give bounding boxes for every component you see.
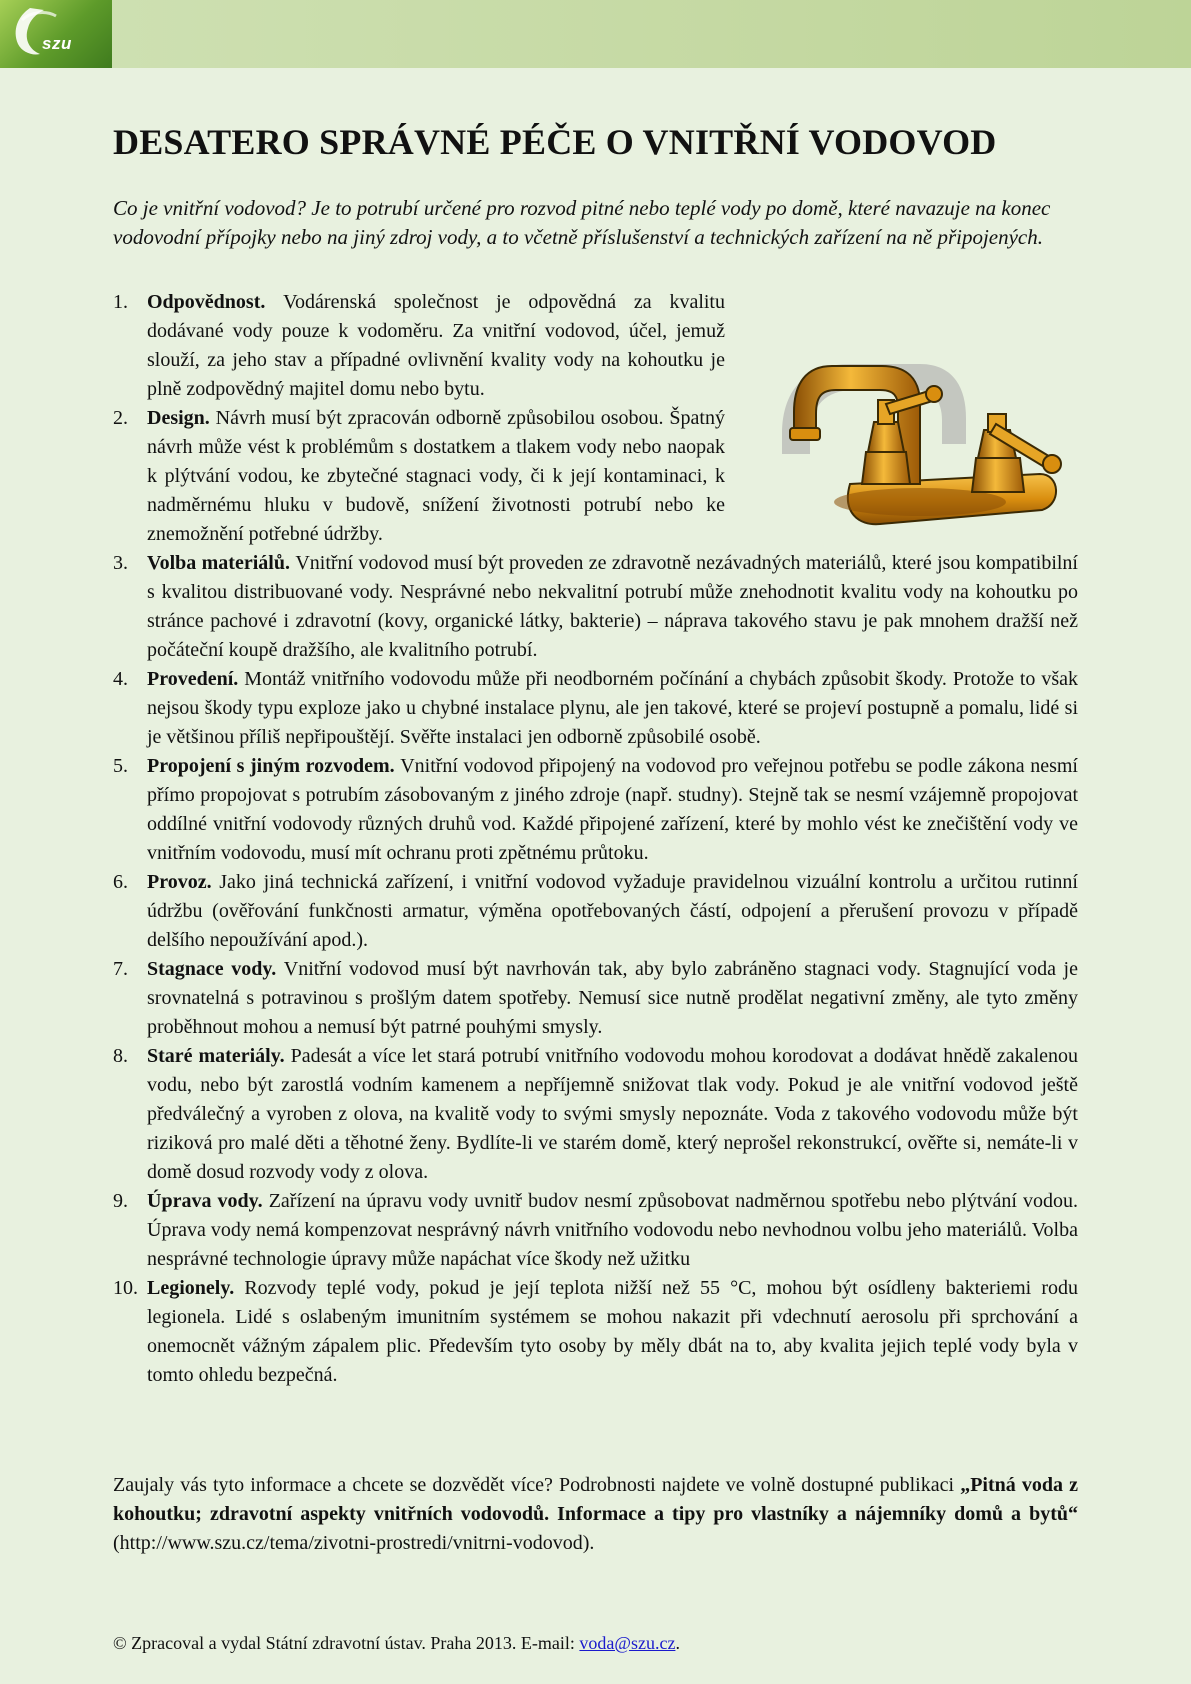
item-title: Propojení s jiným rozvodem. [147, 755, 401, 777]
item-text: Montáž vnitřního vodovodu může při neodborném počínání a chybách způsobit škody. Protože to však nejsou škody typu exploze jako u chybné instalace plynu, ale jen takové, které se projeví postupně a pomalu, lidé si je většinou příliš nepřipouštějí. Svěřte instalaci jen odborně způsobilé osobě. [147, 668, 1078, 748]
item-text: Vodárenská společnost je odpovědná za kvalitu dodávané vody pouze k vodoměru. Za vnitřní vodovod, účel, jemuž slouží, za jeho stav a případné ovlivnění kvality vody na kohoutku je plně zodpovědný majitel domu nebo bytu. [147, 291, 725, 400]
item-number: 7. [113, 958, 128, 980]
list-item [113, 955, 1078, 1042]
szu-logo[interactable] [0, 0, 112, 68]
item-number: 8. [113, 1045, 128, 1067]
item-number: 4. [113, 668, 128, 690]
item-title: Úprava vody. [147, 1190, 269, 1212]
list-item [113, 404, 725, 549]
item-title: Provoz. [147, 871, 220, 893]
logo-text: szu [42, 34, 72, 53]
page-title: DESATERO SPRÁVNÉ PÉČE O VNITŘNÍ VODOVOD [113, 122, 997, 162]
list-item [113, 1274, 1078, 1390]
item-text: Rozvody teplé vody, pokud je její teplota nižší než 55 °C, mohou být osídleny bakteriemi rodu legionela. Lidé s oslabeným imunitním systémem se mohou nakazit při vdechnutí aerosolu při sprchování a onemocnět vážným zápalem plic. Především tyto osoby by měly dbát na to, aby kvalita jejich teplé vody byla v tomto ohledu bezpečná. [147, 1277, 1079, 1386]
email-link[interactable]: voda@szu.cz [579, 1633, 676, 1653]
item-number: 9. [113, 1190, 128, 1212]
intro-paragraph: Co je vnitřní vodovod? Je to potrubí určené pro rozvod pitné nebo teplé vody po domě, které navazuje na konec vodovodní přípojky nebo na jiný zdroj vody, a to včetně příslušenství a technických zařízení na ně připojených. [113, 196, 1051, 249]
item-text: Zařízení na úpravu vody uvnitř budov nesmí způsobovat nadměrnou spotřebu nebo plýtvání vodou. Úprava vody nemá kompenzovat nesprávný návrh vnitřního vodovodu nebo nevhodnou volbu jeho materiálů. Volba nesprávné technologie úpravy může napáchat více škody než užitku [147, 1190, 1079, 1270]
item-title: Provedení. [147, 668, 245, 690]
item-text: Návrh musí být zpracován odborně způsobilou osobou. Špatný návrh může vést k problémům s dostatkem a tlakem vody nebo naopak k plýtvání vodou, ke zbytečné stagnaci vody, či k její kontaminaci, k nadměrnému hluku v budově, snížení životnosti potrubí nebo ke znemožnění potřebné údržby. [147, 407, 725, 545]
item-text: Vnitřní vodovod musí být navrhován tak, aby bylo zabráněno stagnaci vody. Stagnující voda je srovnatelná s potravinou s prošlým datem spotřeby. Nemusí sice nutně prodělat negativní změny, ale tyto změny proběhnout mohou a nemusí být patrné pouhými smysly. [147, 958, 1078, 1038]
list-item [113, 868, 1078, 955]
list-item [113, 752, 1078, 868]
footer-end: . [675, 1633, 680, 1653]
item-number: 5. [113, 755, 128, 777]
item-title: Design. [147, 407, 216, 429]
item-text: Vnitřní vodovod připojený na vodovod pro veřejnou potřebu se podle zákona nesmí přímo propojovat s potrubím zásobovaným z jiného zdroje (např. studny). Stejně tak se nesmí vzájemně propojovat oddílné vnitřní vodovody různých druhů vod. Každé připojené zařízení, které by mohlo vést ke znečištění vody ve vnitřním vodovodu, musí mít ochranu proti zpětnému průtoku. [147, 755, 1078, 864]
item-number: 1. [113, 291, 128, 313]
item-title: Volba materiálů. [147, 552, 296, 574]
item-title: Stagnace vody. [147, 958, 284, 980]
item-text: Jako jiná technická zařízení, i vnitřní vodovod vyžaduje pravidelnou vizuální kontrolu a určitou rutinní údržbu (ověřování funkčnosti armatur, výměna opotřebovaných částí, odpojení a přerušení provozu v případě delšího nepoužívání apod.). [147, 871, 1078, 951]
footer-text: © Zpracoval a vydal Státní zdravotní ústav. Praha 2013. E-mail: [113, 1633, 580, 1653]
item-number: 2. [113, 407, 128, 429]
list-item [113, 288, 725, 404]
publication-title: „Pitná voda z kohoutku; zdravotní aspekty vnitřních vodovodů. Informace a tipy pro vlastníky a nájemníky domů a bytů“ [113, 1474, 1078, 1525]
list-item [113, 549, 1078, 665]
item-number: 6. [113, 871, 128, 893]
footer [113, 1631, 680, 1655]
closing-lead: Zaujaly vás tyto informace a chcete se dozvědět více? Podrobnosti najdete ve volně dostupné publikaci [113, 1474, 961, 1496]
closing-paragraph [113, 1471, 1078, 1558]
publication-url[interactable]: (http://www.szu.cz/tema/zivotni-prostredi/vnitrni-vodovod). [113, 1532, 595, 1554]
header-bar [0, 0, 1191, 68]
faucet-illustration [770, 334, 1075, 549]
list-item [113, 1042, 1078, 1187]
list-item [113, 665, 1078, 752]
document-body [113, 120, 1078, 1390]
item-title: Odpovědnost. [147, 291, 284, 313]
item-number: 3. [113, 552, 128, 574]
list-item [113, 1187, 1078, 1274]
item-title: Legionely. [147, 1277, 245, 1299]
item-text: Padesát a více let stará potrubí vnitřního vodovodu mohou korodovat a dodávat hnědě zakalenou vodu, nebo být zarostlá vodním kamenem a nepříjemně snižovat tlak vody. Pokud je ale vnitřní vodovod ještě předválečný a vyroben z olova, na kvalitě vody to svými smysly nepoznáte. Voda z takového vodovodu může být riziková pro malé děti a těhotné ženy. Bydlíte-li ve starém domě, který neprošel rekonstrukcí, ověřte si, nemáte-li v domě dosud rozvody vody z olova. [147, 1045, 1078, 1183]
item-text: Vnitřní vodovod musí být proveden ze zdravotně nezávadných materiálů, které jsou kompatibilní s kvalitou distribuované vody. Nesprávné nebo nekvalitní potrubí může znehodnotit kvalitu vody na kohoutku po stránce pachové i zdravotní (kovy, organické látky, bakterie) – náprava takového stavu je pak mnohem dražší než počáteční koupě dražšího, ale kvalitního potrubí. [147, 552, 1078, 661]
item-title: Staré materiály. [147, 1045, 291, 1067]
item-number: 10. [113, 1277, 138, 1299]
